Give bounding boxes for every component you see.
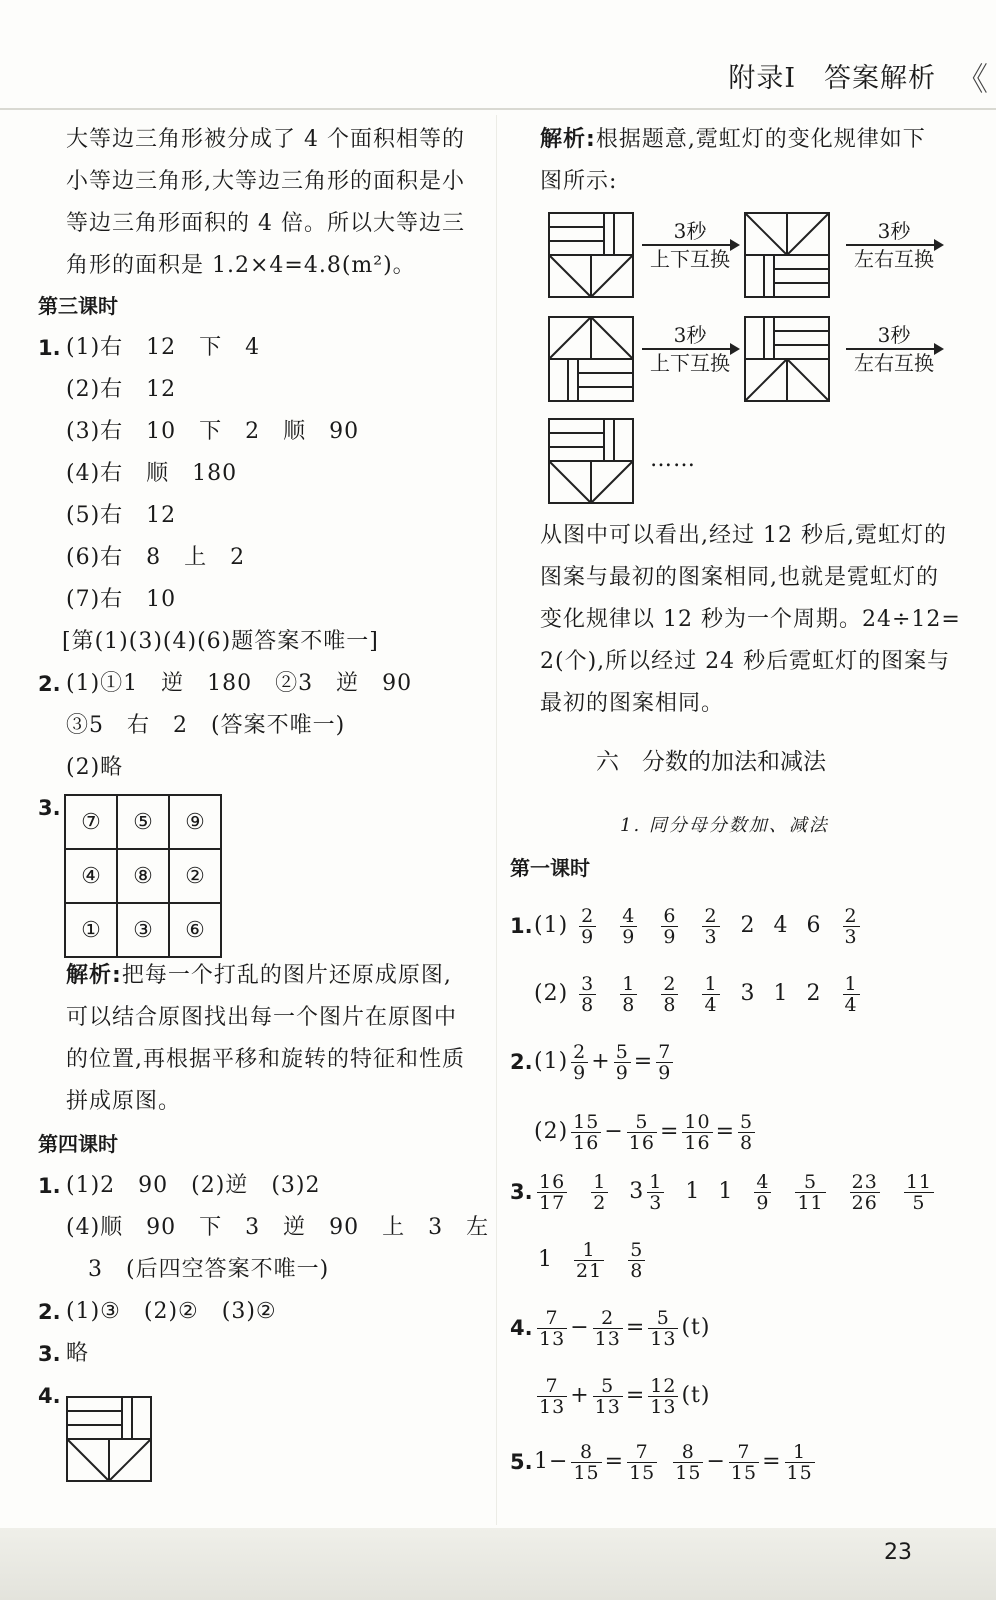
fraction: $\frac{1}{2}$ (593, 1170, 607, 1214)
arrow-time: 3秒 (673, 219, 707, 243)
answer-line: (4)右 顺 180 (66, 461, 238, 486)
value: 6 (806, 913, 822, 938)
grid-cell: ⑦ (65, 795, 117, 849)
chevron-left-icon: 《 (955, 60, 988, 98)
value: 2 (740, 913, 756, 938)
puzzle-grid (64, 794, 222, 958)
answer-line: (3)右 10 下 2 顺 90 (66, 419, 360, 444)
fraction: $\frac{1}{21}$ (576, 1238, 603, 1282)
page-number: 23 (884, 1540, 912, 1565)
transition-arrow (642, 324, 738, 374)
lesson-4-title: 第四课时 (38, 1132, 118, 1156)
fraction: $\frac{23}{26}$ (851, 1170, 878, 1214)
appendix-label: 附录Ⅰ (728, 63, 796, 94)
section-title: 六 分数的加法和减法 (596, 749, 826, 775)
question-number: 5. (510, 1450, 533, 1474)
grid-cell: ④ (65, 849, 117, 903)
conclusion-line: 2(个),所以经过 24 秒后霓虹灯的图案与 (540, 649, 951, 674)
conclusion-line: 最初的图案相同。 (540, 691, 725, 716)
fraction-row-3: $\frac{16}{17}$ $\frac{1}{2}$ 3 $\frac{1}{3}$ 1 1 $\frac{4}{9}$ $\frac{5}{11}$ $\frac{23}{26}$ $\frac{11}{5}$ (539, 1170, 933, 1214)
answer-note: [第(1)(3)(4)(6)题答案不唯一] (62, 629, 379, 654)
arrow-action: 上下互换 (650, 351, 730, 375)
part-label: (2) (534, 981, 569, 1006)
fraction: $\frac{4}{9}$ (622, 904, 636, 948)
header-answer-title: 答案解析 (824, 63, 936, 94)
answer-line: (4)顺 90 下 3 逆 90 上 3 左 (66, 1215, 490, 1240)
part-label: (1) (534, 913, 569, 938)
fraction: $\frac{10}{16}$ (684, 1110, 711, 1154)
analysis-label: 解析: (66, 963, 122, 988)
analysis-line (66, 962, 452, 990)
answer-line: (1)右 12 下 4 (66, 335, 261, 360)
lesson-1-title: 第一课时 (510, 856, 590, 880)
fraction: $\frac{5}{13}$ (650, 1306, 677, 1350)
analysis-text: 根据题意,霓虹灯的变化规律如下 (595, 127, 926, 152)
intro-line: 等边三角形面积的 4 倍。所以大等边三 (66, 211, 465, 236)
fraction: $\frac{5}{16}$ (628, 1110, 655, 1154)
fraction: $\frac{1}{4}$ (844, 972, 858, 1016)
conclusion-line: 从图中可以看出,经过 12 秒后,霓虹灯的 (540, 523, 947, 548)
header-rule (0, 108, 996, 110)
question-number: 1. (510, 914, 533, 938)
value: 4 (773, 913, 789, 938)
question-number: 2. (510, 1050, 533, 1074)
fraction: $\frac{2}{3}$ (844, 904, 858, 948)
fraction: $\frac{7}{13}$ (539, 1374, 566, 1418)
fraction: $\frac{5}{9}$ (615, 1040, 629, 1084)
question-number: 1. (38, 1174, 61, 1198)
fraction: $\frac{15}{16}$ (573, 1110, 600, 1154)
arrow-time: 3秒 (877, 219, 911, 243)
grid-cell: ⑧ (117, 849, 169, 903)
neon-pattern-1 (548, 212, 634, 298)
part-label: (1) (534, 1049, 569, 1074)
answer-line: (6)右 8 上 2 (66, 545, 246, 570)
value: 1 (538, 1247, 553, 1272)
lesson-3-title: 第三课时 (38, 294, 118, 318)
arrow-right-icon (846, 244, 942, 246)
analysis-label: 解析: (540, 127, 596, 152)
unit: (t) (681, 1315, 711, 1340)
grid-cell: ⑥ (169, 903, 221, 957)
answer-line: (7)右 10 (66, 587, 177, 612)
fraction: $\frac{7}{15}$ (730, 1440, 758, 1484)
arrow-time: 3秒 (673, 323, 707, 347)
fraction: $\frac{2}{9}$ (573, 1040, 587, 1084)
intro-line: 大等边三角形被分成了 4 个面积相等的 (66, 127, 465, 152)
answer-line: (2)略 (66, 755, 124, 780)
fraction: $\frac{5}{8}$ (630, 1238, 644, 1282)
equation-row: 1− $\frac{8}{15}$ = $\frac{7}{15}$ $\frac{8}{15}$ − $\frac{7}{15}$ = $\frac{1}{15}$ (534, 1440, 813, 1484)
fraction: $\frac{5}{13}$ (594, 1374, 621, 1418)
fraction: $\frac{11}{5}$ (905, 1170, 933, 1214)
transition-arrow (642, 220, 738, 270)
fraction-row-1 (534, 898, 863, 954)
question-number: 2. (38, 672, 61, 696)
fraction: $\frac{8}{15}$ (675, 1440, 702, 1484)
grid-cell: ⑨ (169, 795, 221, 849)
value: 1 (773, 981, 789, 1006)
part-label: (2) (534, 1119, 569, 1144)
fraction: $\frac{8}{15}$ (573, 1440, 600, 1484)
ellipsis: …… (650, 447, 696, 472)
question-number: 2. (38, 1300, 61, 1324)
fraction: $\frac{1}{15}$ (786, 1440, 813, 1484)
answer-line: (5)右 12 (66, 503, 177, 528)
fraction: $\frac{2}{13}$ (594, 1306, 621, 1350)
grid-cell: ⑤ (117, 795, 169, 849)
analysis-line: 的位置,再根据平移和旋转的特征和性质 (66, 1047, 465, 1072)
fraction: $\frac{7}{15}$ (629, 1440, 656, 1484)
answer-line: 3 (后四空答案不唯一) (88, 1257, 330, 1282)
column-divider (496, 115, 497, 1525)
question-number: 1. (38, 336, 61, 360)
arrow-time: 3秒 (877, 323, 911, 347)
transition-arrow (846, 324, 942, 374)
fraction-row-2 (534, 966, 863, 1022)
question-number: 4. (510, 1316, 533, 1340)
fraction: $\frac{2}{3}$ (704, 904, 718, 948)
grid-cell: ② (169, 849, 221, 903)
conclusion-line: 图案与最初的图案相同,也就是霓虹灯的 (540, 565, 939, 590)
value: 2 (806, 981, 822, 1006)
answer-line: 略 (66, 1341, 90, 1366)
fraction: $\frac{5}{11}$ (797, 1170, 824, 1214)
answer-line: (1)③ (2)② (3)② (66, 1299, 277, 1324)
intro-line: 角形的面积是 1.2×4=4.8(m²)。 (66, 253, 416, 278)
footer-band (0, 1528, 996, 1600)
arrow-right-icon (846, 348, 942, 350)
answer-line: (1)①1 逆 180 ②3 逆 90 (66, 671, 413, 696)
neon-pattern-3 (548, 316, 634, 402)
question-number: 3. (38, 1342, 61, 1366)
arrow-action: 左右互换 (854, 247, 934, 271)
unit: (t) (681, 1383, 711, 1408)
analysis-line: 拼成原图。 (66, 1089, 182, 1114)
equation-row: $\frac{7}{13}$ − $\frac{2}{13}$ = $\frac{5}{13}$ (t) (539, 1306, 711, 1350)
analysis-line: 图所示: (540, 169, 618, 194)
fraction: $\frac{2}{9}$ (581, 904, 595, 948)
answer-line: ③5 右 2 (答案不唯一) (66, 713, 346, 738)
sub-section-title: 1. 同分母分数加、减法 (620, 815, 829, 836)
question-number: 3. (38, 796, 61, 820)
neon-pattern-5 (548, 418, 634, 504)
fraction: $\frac{12}{13}$ (650, 1374, 677, 1418)
fraction: $\frac{2}{8}$ (663, 972, 677, 1016)
page-header (0, 0, 996, 110)
fraction-row-4 (538, 1232, 648, 1288)
answer-line: (2)右 12 (66, 377, 177, 402)
fraction: $\frac{7}{13}$ (539, 1306, 566, 1350)
analysis-line (540, 126, 926, 154)
question-number: 4. (38, 1384, 61, 1408)
neon-pattern-2 (744, 212, 830, 298)
fraction: $\frac{1}{3}$ (649, 1170, 663, 1214)
fraction: $\frac{5}{8}$ (740, 1110, 754, 1154)
grid-cell: ③ (117, 903, 169, 957)
transition-arrow (846, 220, 942, 270)
fraction: $\frac{1}{4}$ (704, 972, 718, 1016)
analysis-text: 把每一个打乱的图片还原成原图, (121, 963, 452, 988)
equation-row: $\frac{7}{13}$ + $\frac{5}{13}$ = $\frac{12}{13}$ (t) (539, 1374, 711, 1418)
neon-pattern-4 (744, 316, 830, 402)
intro-line: 小等边三角形,大等边三角形的面积是小 (66, 169, 465, 194)
grid-cell: ① (65, 903, 117, 957)
fraction: $\frac{1}{8}$ (622, 972, 636, 1016)
fraction: $\frac{7}{9}$ (658, 1040, 672, 1084)
question-number: 3. (510, 1180, 533, 1204)
arrow-right-icon (642, 244, 738, 246)
arrow-action: 左右互换 (854, 351, 934, 375)
answer-line: (1)2 90 (2)逆 (3)2 (66, 1173, 321, 1198)
fraction: $\frac{16}{17}$ (539, 1170, 566, 1214)
neon-pattern-figure (66, 1396, 152, 1482)
analysis-line: 可以结合原图找出每一个图片在原图中 (66, 1005, 458, 1030)
equation-row: (2) $\frac{15}{16}$ − $\frac{5}{16}$ = $\frac{10}{16}$ = $\frac{5}{8}$ (534, 1110, 754, 1154)
value: 3 (740, 981, 756, 1006)
fraction: $\frac{6}{9}$ (663, 904, 677, 948)
equation-row: (1) $\frac{2}{9}$ + $\frac{5}{9}$ = $\frac{7}{9}$ (534, 1040, 672, 1084)
fraction: $\frac{3}{8}$ (581, 972, 595, 1016)
fraction: $\frac{4}{9}$ (756, 1170, 770, 1214)
arrow-right-icon (642, 348, 738, 350)
header-title (728, 56, 936, 95)
conclusion-line: 变化规律以 12 秒为一个周期。24÷12= (540, 607, 961, 632)
arrow-action: 上下互换 (650, 247, 730, 271)
